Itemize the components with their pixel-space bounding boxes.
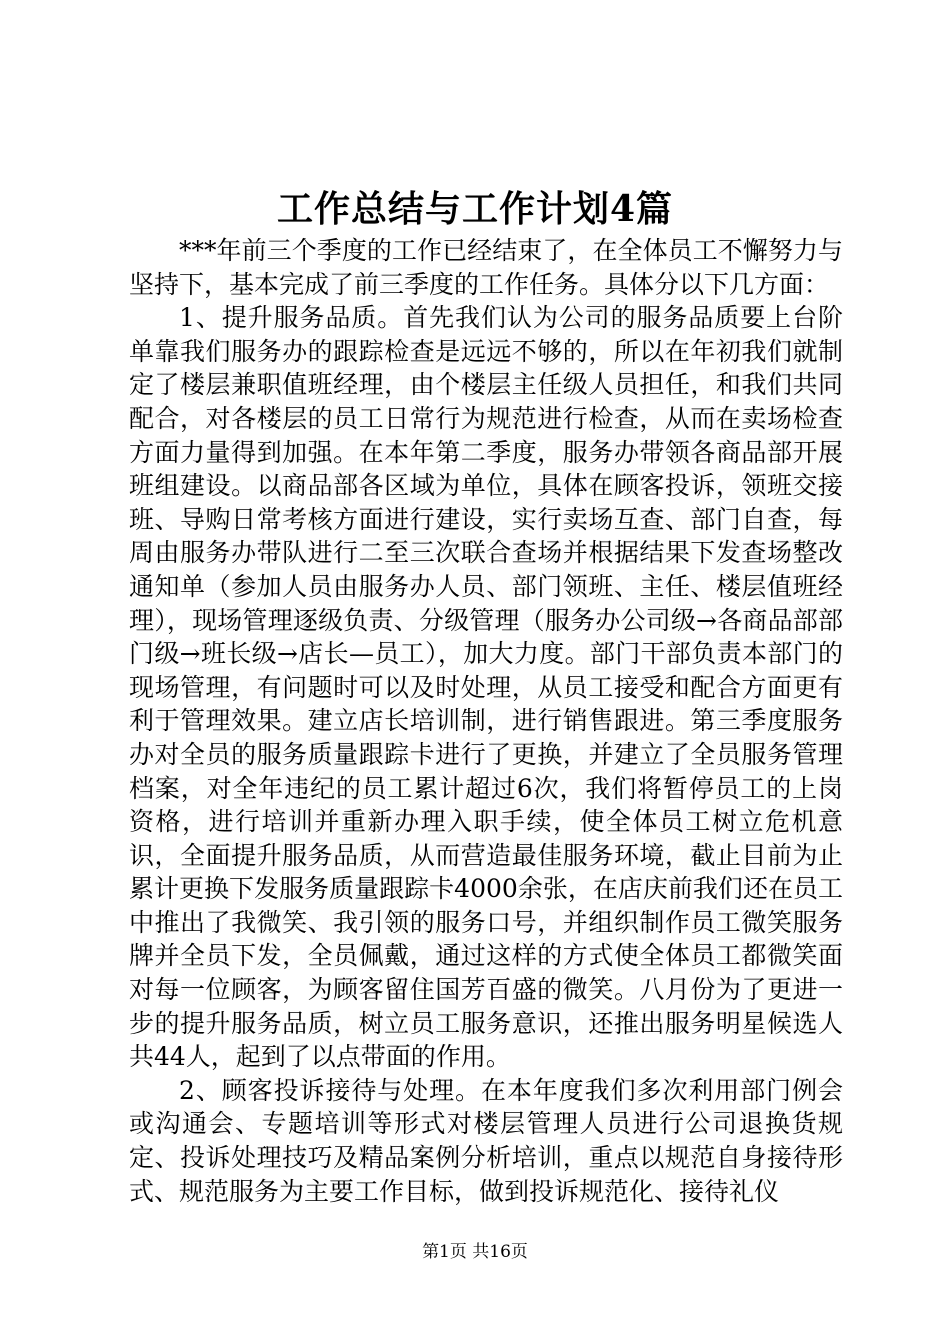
document-title: 工作总结与工作计划4篇 [276, 188, 674, 230]
document-body [129, 234, 843, 1208]
paragraph-service-quality: 1、提升服务品质。首先我们认为公司的服务品质要上台阶单靠我们服务办的跟踪检查是远远不够的，所以在年初我们就制定了楼层兼职值班经理，由个楼层主任级人员担任，和我们共同配合，对各楼层的员工日常行为规范进行检查，从而在卖场检查方面力量得到加强。在本年第二季度，服务办带领各商品部开展班组建设。以商品部各区域为单位，具体在顾客投诉，领班交接班、导购日常考核方面进行建设，实行卖场互查、部门自查，每周由服务办带队进行二至三次联合查场并根据结果下发查场整改通知单（参加人员由服务办人员、部门领班、主任、楼层值班经理），现场管理逐级负责、分级管理（服务办公司级→各商品部部门级→班长级→店长—员工），加大力度。部门干部负责本部门的现场管理，有问题时可以及时处理，从员工接受和配合方面更有利于管理效果。建立店长培训制，进行销售跟进。第三季度服务办对全员的服务质量跟踪卡进行了更换，并建立了全员服务管理档案，对全年违纪的员工累计超过6次，我们将暂停员工的上岗资格，进行培训并重新办理入职手续，使全体员工树立危机意识，全面提升服务品质，从而营造最佳服务环境，截止目前为止累计更换下发服务质量跟踪卡4000余张，在店庆前我们还在员工中推出了我微笑、我引领的服务口号，并组织制作员工微笑服务牌并全员下发，全员佩戴，通过这样的方式使全体员工都微笑面对每一位顾客，为顾客留住国芳百盛的微笑。八月份为了更进一步的提升服务品质，树立员工服务意识，还推出服务明星候选人共44人，起到了以点带面的作用。 [129, 303, 843, 1072]
page-footer: 第1页 共16页 [422, 1242, 528, 1262]
paragraph-intro: ***年前三个季度的工作已经结束了，在全体员工不懈努力与坚持下，基本完成了前三季度的工作任务。具体分以下几方面： [129, 236, 843, 299]
paragraph-complaints: 2、顾客投诉接待与处理。在本年度我们多次利用部门例会或沟通会、专题培训等形式对楼层管理人员进行公司退换货规定、投诉处理技巧及精品案例分析培训，重点以规范自身接待形式、规范服务为主要工作目标，做到投诉规范化、接待礼仪 [129, 1075, 843, 1206]
